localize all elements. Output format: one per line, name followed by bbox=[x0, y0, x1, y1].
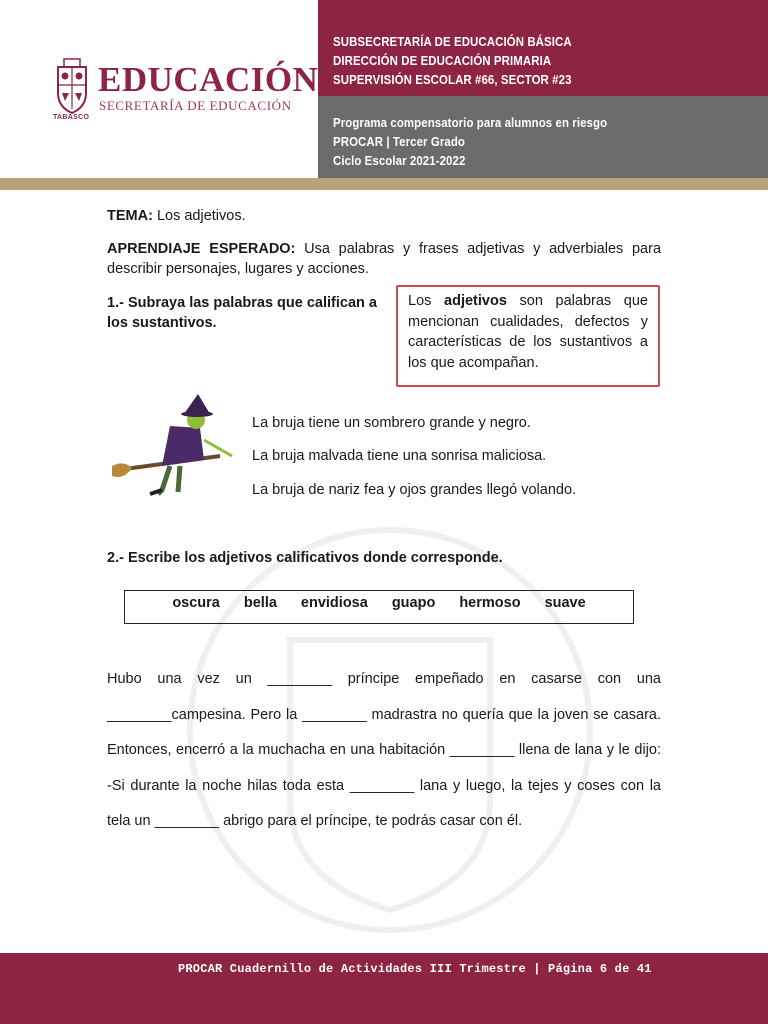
sentence: La bruja malvada tiene una sonrisa maliciosa. bbox=[252, 448, 547, 464]
aprendizaje-label: APRENDIAJE ESPERADO: bbox=[107, 241, 296, 257]
header-line: DIRECCIÓN DE EDUCACIÓN PRIMARIA bbox=[333, 53, 552, 68]
word-bank-item: bella bbox=[243, 595, 277, 611]
story-text: Hubo una vez un ________ príncipe empeñado en casarse con una ________campesina. Pero la ________ madrastra no quería que la joven se casara. Entonces, encerró a la muchacha en una habitación ________ llena de lana y le dijo: -Si durante la noche hilas toda esta ________ lana y luego, la tejes y coses con la tela un ________ abrigo para el príncipe, te podrás casar con él. bbox=[107, 671, 661, 829]
header-line: SUPERVISIÓN ESCOLAR #66, SECTOR #23 bbox=[333, 72, 572, 87]
word-bank-item: oscura bbox=[172, 595, 220, 611]
header-line: SUBSECRETARÍA DE EDUCACIÓN BÁSICA bbox=[333, 34, 572, 49]
header-program bbox=[333, 113, 607, 170]
definition-term: adjetivos bbox=[444, 293, 507, 309]
question-2: 2.- Escribe los adjetivos calificativos donde corresponde. bbox=[107, 550, 503, 566]
tema-label: TEMA: bbox=[107, 208, 153, 224]
logo-subtitle: SECRETARÍA DE EDUCACIÓN bbox=[99, 98, 292, 113]
question-1: 1.- Subraya las palabras que califican a los sustantivos. bbox=[107, 295, 377, 331]
header-institution bbox=[333, 32, 572, 89]
footer-text: PROCAR Cuadernillo de Actividades III Trimestre | Página 6 de 41 bbox=[178, 962, 652, 976]
aprendizaje-value: Usa palabras y frases adjetivas y adverbiales para describir personajes, lugares y acciones. bbox=[107, 241, 662, 277]
tema-line bbox=[107, 206, 661, 226]
sentence: La bruja de nariz fea y ojos grandes llegó volando. bbox=[252, 482, 577, 498]
coat-of-arms-icon bbox=[52, 57, 92, 115]
word-bank-item: suave bbox=[544, 595, 586, 611]
aprendizaje-paragraph bbox=[107, 239, 661, 279]
witch-on-broom-illustration bbox=[110, 390, 240, 510]
header-line: PROCAR | Tercer Grado bbox=[333, 134, 465, 149]
tema-value: Los adjetivos. bbox=[156, 208, 246, 224]
definition-text: son palabras que mencionan cualidades, defectos y características de los sustantivos a los que acompañan. bbox=[408, 293, 648, 371]
word-bank-item: hermoso bbox=[459, 595, 521, 611]
logo-title: EDUCACIÓN bbox=[98, 60, 319, 99]
definition-box bbox=[396, 285, 660, 387]
word-bank-item: guapo bbox=[391, 595, 436, 611]
word-bank bbox=[124, 590, 634, 624]
word-bank-item: envidiosa bbox=[300, 595, 368, 611]
logo-state: TABASCO bbox=[53, 114, 90, 121]
header-line: Programa compensatorio para alumnos en riesgo bbox=[333, 115, 608, 130]
header-line: Ciclo Escolar 2021-2022 bbox=[333, 153, 466, 168]
sentence: La bruja tiene un sombrero grande y negro. bbox=[252, 415, 531, 431]
definition-prefix: Los bbox=[408, 293, 432, 309]
divider-bar bbox=[0, 178, 768, 190]
story-paragraph bbox=[107, 662, 661, 840]
